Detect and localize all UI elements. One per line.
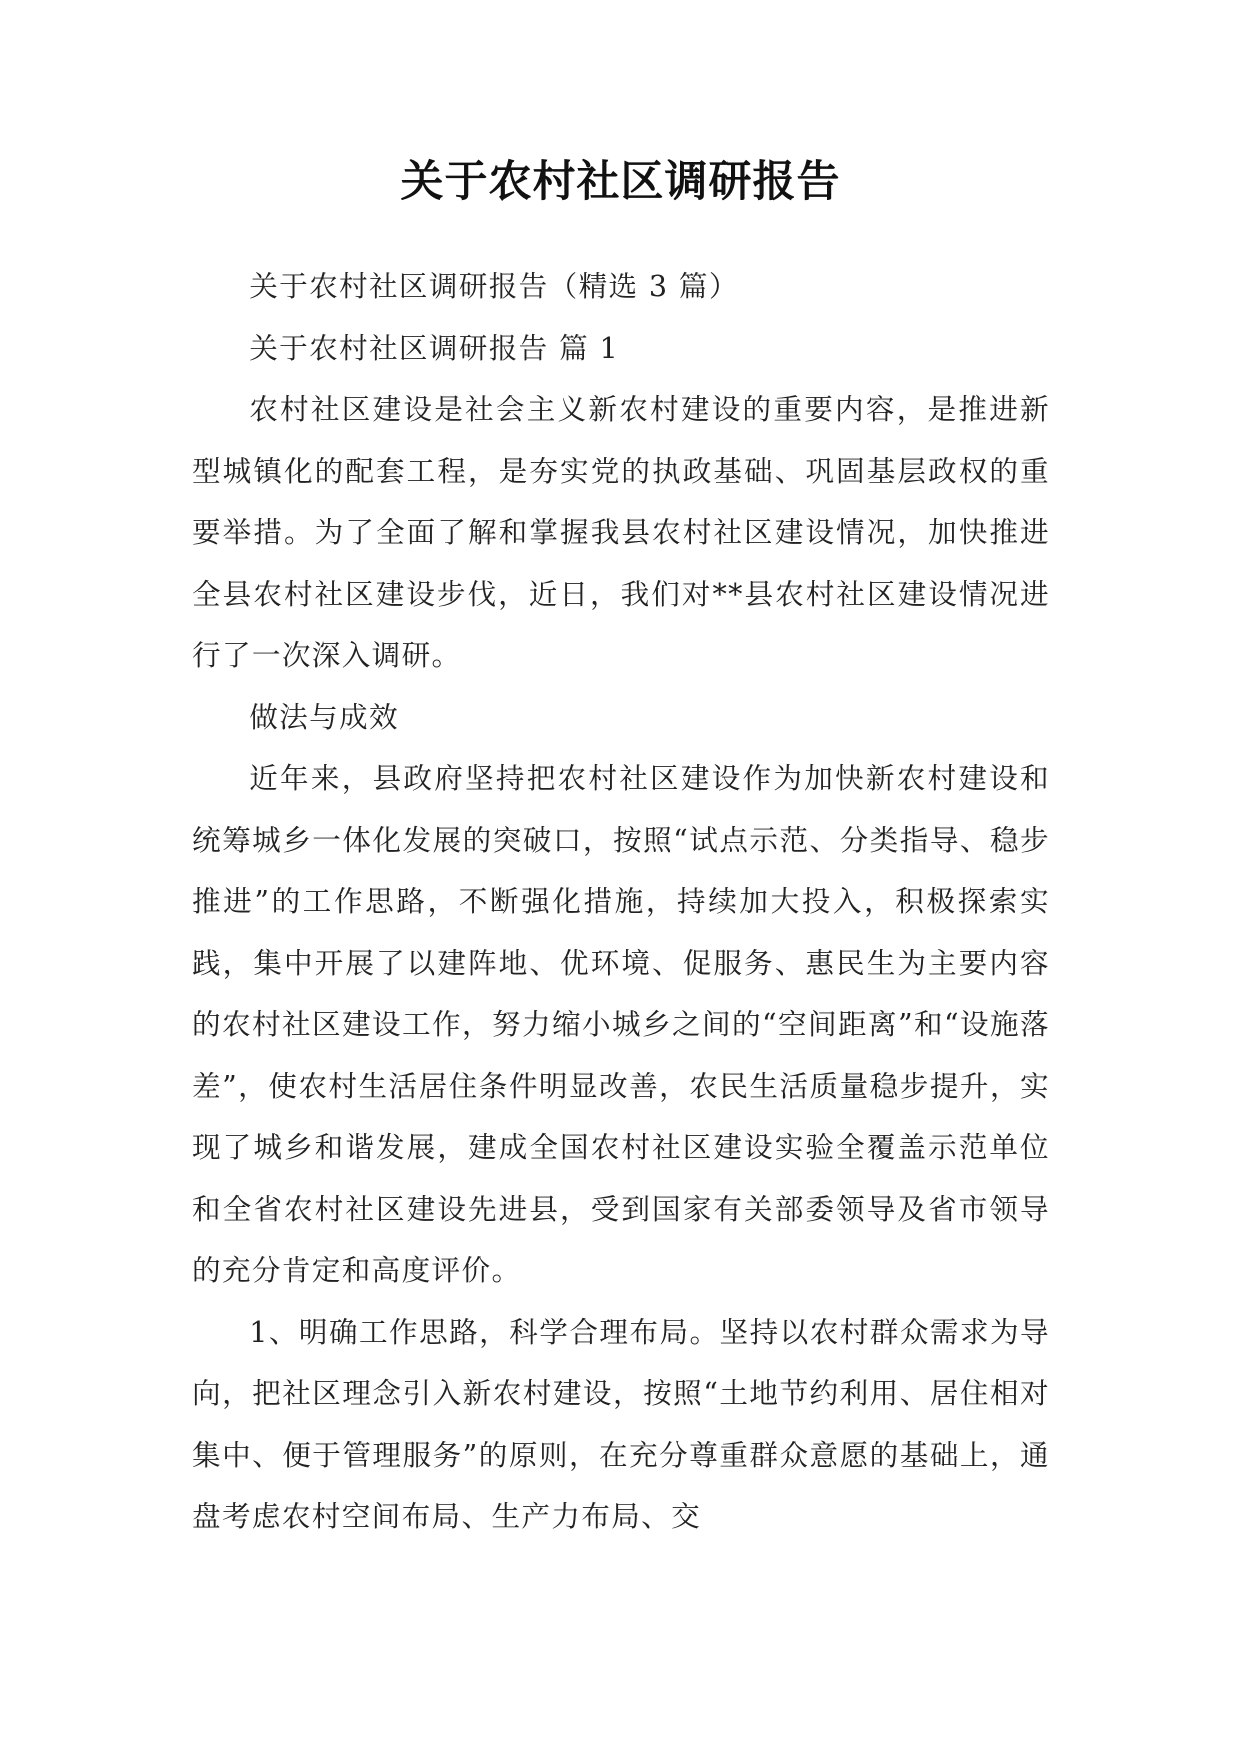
collection-heading: 关于农村社区调研报告（精选 3 篇） xyxy=(249,269,739,303)
intro-paragraph: 农村社区建设是社会主义新农村建设的重要内容，是推进新型城镇化的配套工程，是夯实党的执政基础、巩固基层政权的重要举措。为了全面了解和掌握我县农村社区建设情况，加快推进全县农村社区建设步伐，近日，我们对**县农村社区建设情况进行了一次深入调研。 xyxy=(192,392,1050,672)
article-heading: 关于农村社区调研报告 篇 1 xyxy=(249,330,619,365)
document-title: 关于农村社区调研报告 xyxy=(400,157,841,207)
section-heading: 做法与成效 xyxy=(249,699,399,734)
document-body xyxy=(192,256,1050,1548)
body-paragraph: 近年来，县政府坚持把农村社区建设作为加快新农村建设和统筹城乡一体化发展的突破口，按照“试点示范、分类指导、稳步推进”的工作思路，不断强化措施，持续加大投入，积极探索实践，集中开展了以建阵地、优环境、促服务、惠民生为主要内容的农村社区建设工作，努力缩小城乡之间的“空间距离”和“设施落差”，使农村生活居住条件明显改善，农民生活质量稳步提升，实现了城乡和谐发展，建成全国农村社区建设实验全覆盖示范单位和全省农村社区建设先进县，受到国家有关部委领导及省市领导的充分肯定和高度评价。 xyxy=(192,761,1050,1287)
body-paragraph: 1、明确工作思路，科学合理布局。坚持以农村群众需求为导向，把社区理念引入新农村建设，按照“土地节约利用、居住相对集中、便于管理服务”的原则，在充分尊重群众意愿的基础上，通盘考虑农村空间布局、生产力布局、交 xyxy=(192,1314,1050,1533)
